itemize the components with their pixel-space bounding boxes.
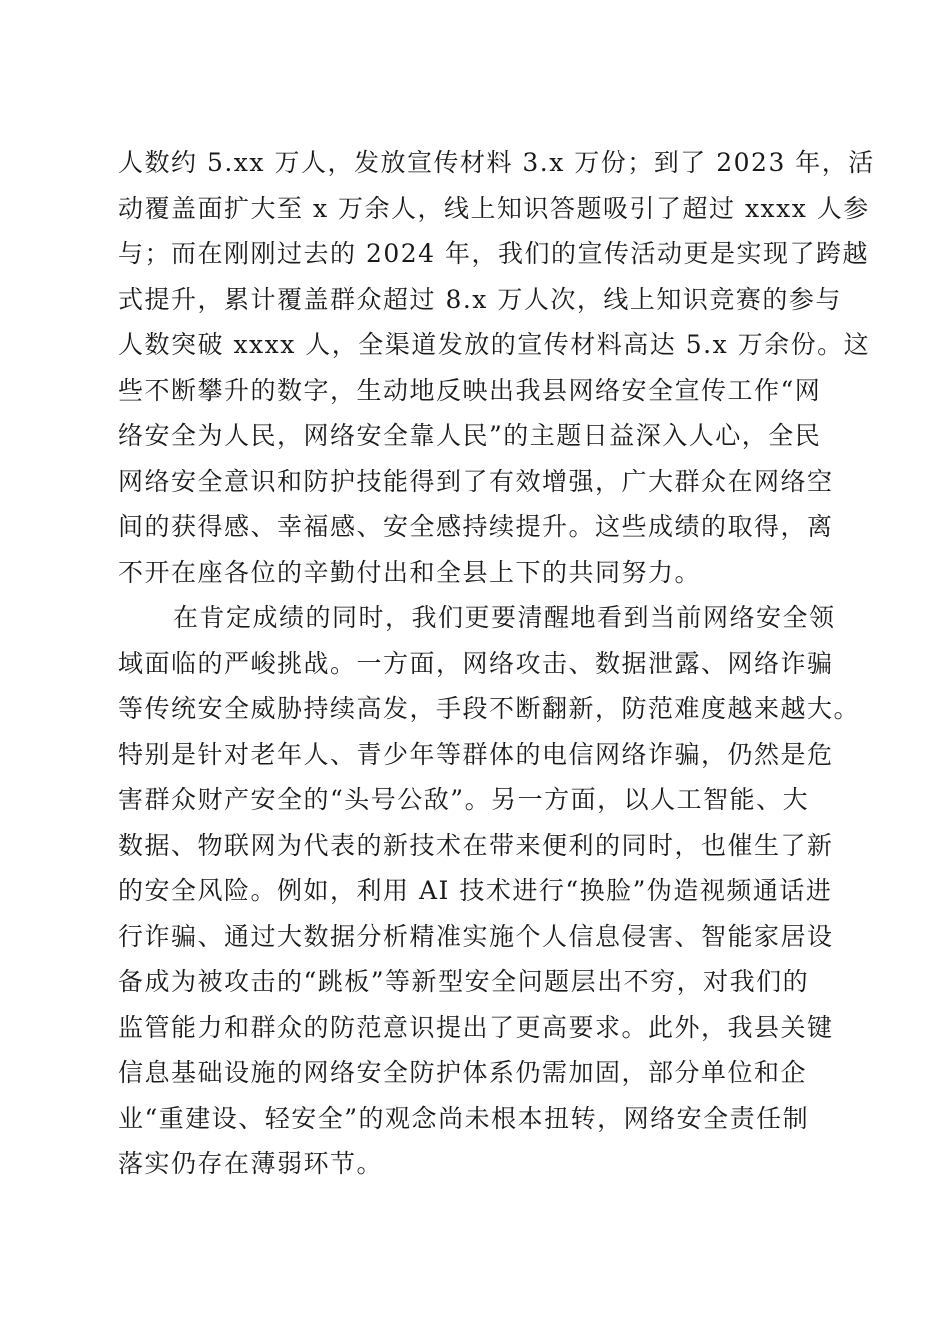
text-line: 备成为被攻击的“跳板”等新型安全问题层出不穷，对我们的 bbox=[118, 967, 810, 996]
text-line: 式提升，累计覆盖群众超过 8.x 万人次，线上知识竞赛的参与 bbox=[118, 284, 842, 314]
text-line: 人数约 5.xx 万人，发放宣传材料 3.x 万份；到了 2023 年，活 bbox=[118, 148, 875, 177]
text-line: 域面临的严峻挑战。一方面，网络攻击、数据泄露、网络诈骗 bbox=[118, 648, 834, 678]
body-text bbox=[118, 140, 875, 1187]
text-line: 动覆盖面扩大至 x 万余人，线上知识答题吸引了超过 xxxx 人参 bbox=[118, 193, 870, 223]
paragraph-achievements bbox=[118, 140, 875, 595]
text-line: 信息基础设施的网络安全防护体系仍需加固，部分单位和企 bbox=[118, 1058, 808, 1087]
text-line-indented: 在肯定成绩的同时，我们更要清醒地看到当前网络安全领 bbox=[173, 603, 836, 632]
text-line: 等传统安全威胁持续高发，手段不断翻新，防范难度越来越大。 bbox=[118, 694, 861, 723]
text-line: 间的获得感、幸福感、安全感持续提升。这些成绩的取得，离 bbox=[118, 512, 834, 541]
text-line: 不开在座各位的辛勤付出和全县上下的共同努力。 bbox=[118, 557, 702, 587]
text-line: 落实仍存在薄弱环节。 bbox=[118, 1149, 384, 1178]
text-line: 络安全为人民，网络安全靠人民”的主题日益深入人心，全民 bbox=[118, 421, 822, 450]
text-line: 的安全风险。例如，利用 AI 技术进行“换脸”伪造视频通话进 bbox=[118, 876, 833, 905]
text-line: 行诈骗、通过大数据分析精准实施个人信息侵害、智能家居设 bbox=[118, 921, 834, 951]
text-line: 网络安全意识和防护技能得到了有效增强，广大群众在网络空 bbox=[118, 466, 834, 496]
text-line: 业“重建设、轻安全”的观念尚未根本扭转，网络安全责任制 bbox=[118, 1103, 810, 1133]
paragraph-challenges bbox=[118, 595, 861, 1187]
text-line: 与；而在刚刚过去的 2024 年，我们的宣传活动更是实现了跨越 bbox=[118, 239, 870, 268]
text-line: 人数突破 xxxx 人，全渠道发放的宣传材料高达 5.x 万余份。这 bbox=[118, 330, 871, 359]
text-line: 些不断攀升的数字，生动地反映出我县网络安全宣传工作“网 bbox=[118, 375, 822, 405]
text-line: 特别是针对老年人、青少年等群体的电信网络诈骗，仍然是危 bbox=[118, 739, 834, 769]
text-line: 数据、物联网为代表的新技术在带来便利的同时，也催生了新 bbox=[118, 830, 834, 860]
text-line: 监管能力和群众的防范意识提出了更高要求。此外，我县关键 bbox=[118, 1012, 834, 1042]
text-line: 害群众财产安全的“头号公敌”。另一方面，以人工智能、大 bbox=[118, 785, 810, 814]
